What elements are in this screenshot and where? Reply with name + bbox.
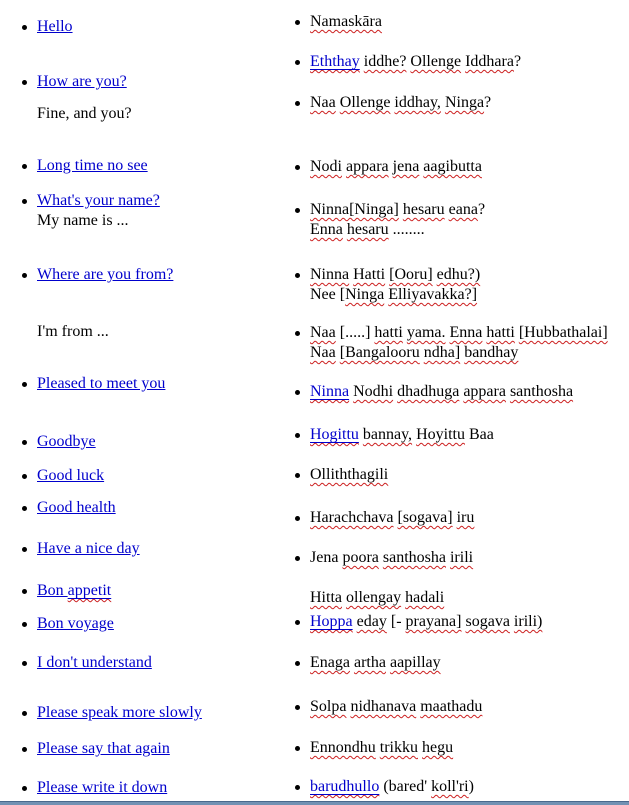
- phrase-link[interactable]: Hoppa: [310, 613, 353, 630]
- phrase-line: [37, 466, 104, 486]
- bullet-icon: [295, 433, 300, 438]
- phrase-word: ?: [513, 53, 522, 70]
- phrase-item-fine-and-you: [37, 104, 132, 124]
- bullet-icon: [22, 440, 27, 445]
- phrase-item-good-health: [37, 498, 116, 518]
- misspelling-squiggle-wrap: [310, 613, 353, 630]
- bullet-icon: [295, 661, 300, 666]
- phrase-item-have-a-nice-day: [37, 539, 140, 559]
- phrase-link[interactable]: Long time no see: [37, 157, 148, 174]
- phrase-line: [37, 191, 160, 211]
- bullet-icon: [22, 711, 27, 716]
- phrase-word: [-: [390, 613, 402, 630]
- phrase-word: [.....]: [339, 324, 371, 341]
- phrase-link[interactable]: Where are you from?: [37, 266, 174, 283]
- phrase-line: [310, 12, 382, 32]
- phrase-link[interactable]: Eththay: [310, 53, 360, 70]
- phrase-item-please-say-that-again: [37, 739, 170, 759]
- phrase-item-hello: [37, 17, 73, 37]
- misspelling-squiggle-wrap: [68, 582, 112, 599]
- phrase-line: [310, 738, 453, 758]
- bullet-icon: [295, 746, 300, 751]
- misspelled-word: koll'ri: [431, 778, 469, 795]
- misspelled-word: poora: [342, 549, 379, 566]
- misspelled-word: Namaskāra: [310, 13, 382, 30]
- phrase-line: [37, 265, 173, 285]
- phrase-link[interactable]: Please write it down: [37, 779, 168, 796]
- phrase-line: [310, 343, 608, 363]
- phrase-line: [37, 778, 167, 798]
- misspelled-word: hadali: [405, 589, 445, 606]
- phrase-word: Jena: [310, 549, 339, 566]
- misspelled-word: Ollenge: [339, 94, 391, 111]
- phrase-line: [37, 653, 152, 673]
- phrase-item-i-dont-understand: [37, 653, 152, 673]
- misspelling-squiggle-wrap: [310, 53, 360, 70]
- translation-item: [310, 588, 444, 608]
- phrase-line: [310, 323, 608, 343]
- phrase-link[interactable]: Hello: [37, 18, 73, 35]
- phrase-link[interactable]: appetit: [67, 582, 112, 599]
- bullet-icon: [295, 390, 300, 395]
- bullet-icon: [22, 273, 27, 278]
- misspelled-word: appara: [346, 158, 389, 175]
- phrase-item-good-luck: [37, 466, 104, 486]
- translation-item: [310, 508, 474, 528]
- misspelled-word: Enna: [310, 221, 343, 238]
- misspelled-word: maathadu: [420, 698, 483, 715]
- misspelled-word: aapillay: [389, 654, 441, 671]
- misspelled-word: eday: [356, 613, 387, 630]
- translation-item: [310, 12, 382, 32]
- bullet-icon: [295, 273, 300, 278]
- translation-item: [310, 265, 480, 305]
- translation-item: [310, 93, 491, 113]
- misspelled-word: Ninna[Ninga]: [310, 201, 399, 218]
- phrase-line: [310, 157, 482, 177]
- phrase-link[interactable]: Good luck: [37, 467, 105, 484]
- translation-item: [310, 382, 573, 402]
- bullet-icon: [22, 747, 27, 752]
- misspelled-word: dhadhuga: [397, 383, 460, 400]
- misspelled-word: Ninga: [444, 94, 485, 111]
- bullet-icon: [22, 622, 27, 627]
- phrase-link[interactable]: Ninna: [310, 383, 350, 400]
- phrase-word: Nee [: [310, 286, 346, 303]
- phrase-line: [310, 93, 491, 113]
- phrase-link[interactable]: Pleased to meet you: [37, 375, 166, 392]
- misspelling-squiggle-wrap: [310, 426, 359, 443]
- phrase-line: [310, 382, 573, 402]
- phrase-line: [37, 739, 170, 759]
- phrase-line: [37, 614, 114, 634]
- bullet-icon: [22, 164, 27, 169]
- misspelled-word: Hatti: [353, 266, 386, 283]
- misspelled-word: Enaga: [310, 654, 350, 671]
- bullet-icon: [295, 556, 300, 561]
- misspelled-word: hesaru: [346, 221, 389, 238]
- misspelled-word: Hoyittu: [416, 426, 465, 443]
- phrase-link[interactable]: How are you?: [37, 73, 127, 90]
- phrase-link[interactable]: Bon voyage: [37, 615, 114, 632]
- misspelled-word: Olliththagili: [310, 466, 389, 483]
- phrase-item-pleased-to-meet-you: [37, 374, 165, 394]
- phrase-link[interactable]: Bon: [37, 582, 68, 599]
- phrase-link[interactable]: Please say that again: [37, 740, 170, 757]
- misspelled-word: Ninga: [345, 286, 385, 303]
- misspelled-word: [Bangalooru: [339, 344, 420, 361]
- phrase-line: [310, 653, 441, 673]
- phrase-line: [310, 508, 474, 528]
- translation-item: [310, 52, 521, 72]
- misspelled-word: hesaru: [402, 201, 445, 218]
- translation-item: [310, 612, 542, 632]
- misspelled-word: Ninna: [310, 266, 350, 283]
- phrase-line: [310, 588, 444, 608]
- misspelled-word: aagibutta: [423, 158, 482, 175]
- misspelled-word: hegu: [422, 739, 454, 756]
- phrase-word: Fine, and you?: [37, 105, 132, 122]
- phrase-line: [310, 200, 485, 220]
- bullet-icon: [22, 506, 27, 511]
- phrase-item-whats-your-name: [37, 191, 160, 231]
- bullet-icon: [22, 589, 27, 594]
- misspelled-word: Naa: [310, 94, 336, 111]
- misspelled-word: iru: [456, 509, 475, 526]
- bullet-icon: [295, 331, 300, 336]
- phrase-line: [37, 432, 96, 452]
- phrase-link[interactable]: Have a nice day: [37, 540, 140, 557]
- translation-item: [310, 697, 482, 717]
- phrase-link[interactable]: Hogittu: [310, 426, 359, 443]
- misspelled-word: irili: [449, 549, 474, 566]
- misspelled-word: [Hubbathalai]: [518, 324, 608, 341]
- bullet-icon: [22, 474, 27, 479]
- misspelled-word: iddhe?: [363, 53, 407, 70]
- misspelled-word: Iddhara: [465, 53, 514, 70]
- misspelled-word: iddhay,: [394, 94, 441, 111]
- phrase-line: [37, 72, 127, 92]
- phrase-link[interactable]: barudhullo: [310, 778, 380, 795]
- phrase-item-please-write-it-down: [37, 778, 167, 798]
- misspelled-word: bannay,: [362, 426, 413, 443]
- phrase-line: [37, 322, 109, 342]
- phrase-line: [37, 156, 148, 176]
- misspelled-word: nidhanava: [350, 698, 417, 715]
- translation-item: [310, 548, 473, 568]
- bottom-border: [0, 801, 629, 805]
- phrase-line: [310, 612, 542, 632]
- misspelled-word: Enna: [449, 324, 483, 341]
- phrase-link[interactable]: I don't understand: [37, 654, 152, 671]
- misspelled-word: trikku: [379, 739, 418, 756]
- bullet-icon: [295, 101, 300, 106]
- phrase-line: [37, 211, 160, 231]
- translation-item: [310, 323, 608, 363]
- misspelling-squiggle-wrap: [310, 778, 379, 795]
- misspelled-word: Harachchava: [310, 509, 394, 526]
- phrase-line: [37, 539, 140, 559]
- misspelled-word: prayana]: [405, 613, 462, 630]
- misspelled-word: ndha]: [423, 344, 461, 361]
- misspelled-word: santhosha: [509, 383, 574, 400]
- bullet-icon: [22, 80, 27, 85]
- phrase-line: [310, 265, 480, 285]
- bullet-icon: [295, 60, 300, 65]
- misspelled-word: Naa: [310, 324, 336, 341]
- bullet-icon: [295, 785, 300, 790]
- bullet-icon: [295, 705, 300, 710]
- phrase-word: ?: [484, 94, 492, 111]
- phrase-word: My name is ...: [37, 212, 129, 229]
- phrase-item-how-are-you: [37, 72, 127, 92]
- phrase-line: [310, 285, 480, 305]
- phrase-item-goodbye: [37, 432, 96, 452]
- translation-item: [310, 777, 474, 797]
- phrase-line: [310, 52, 521, 72]
- translation-item: [310, 465, 388, 485]
- phrase-line: [37, 581, 111, 601]
- phrase-word: ........: [392, 221, 425, 238]
- translation-item: [310, 157, 482, 177]
- bullet-icon: [22, 547, 27, 552]
- phrase-item-long-time-no-see: [37, 156, 148, 176]
- misspelled-word: artha: [353, 654, 386, 671]
- bullet-icon: [22, 25, 27, 30]
- misspelled-word: Nodi: [310, 158, 342, 175]
- phrase-item-bon-appetit: [37, 581, 111, 601]
- misspelled-word: santhosha: [382, 549, 446, 566]
- phrase-line: [310, 465, 388, 485]
- misspelled-word: eana: [448, 201, 478, 218]
- misspelled-word: yama.: [406, 324, 446, 341]
- translation-item: [310, 425, 494, 445]
- phrase-link[interactable]: Please speak more slowly: [37, 704, 202, 721]
- phrase-word: ): [468, 778, 474, 795]
- phrase-link[interactable]: What's your name?: [37, 192, 160, 209]
- bullet-icon: [22, 661, 27, 666]
- phrase-word: I'm from ...: [37, 323, 109, 340]
- phrase-word: Baa: [468, 426, 494, 443]
- misspelled-word: bandhay: [464, 344, 519, 361]
- phrase-line: [37, 498, 116, 518]
- phrase-word: ?: [477, 201, 486, 218]
- phrase-item-where-are-you-from: [37, 265, 173, 285]
- phrase-item-bon-voyage: [37, 614, 114, 634]
- misspelled-word: irili): [513, 613, 543, 630]
- phrase-link[interactable]: Good health: [37, 499, 116, 516]
- misspelled-word: appara: [463, 383, 506, 400]
- misspelled-word: Solpa: [310, 698, 347, 715]
- bullet-icon: [295, 473, 300, 478]
- bullet-icon: [295, 20, 300, 25]
- phrase-item-im-from: [37, 322, 109, 342]
- misspelled-word: [sogava]: [397, 509, 453, 526]
- phrase-line: [310, 697, 482, 717]
- phrase-line: [37, 104, 132, 124]
- misspelled-word: Nodhi: [353, 383, 394, 400]
- misspelled-word: Hitta: [310, 589, 342, 606]
- phrase-link[interactable]: Goodbye: [37, 433, 96, 450]
- misspelling-squiggle-wrap: [310, 383, 349, 400]
- bullet-icon: [22, 786, 27, 791]
- bullet-icon: [22, 382, 27, 387]
- phrase-line: [310, 425, 494, 445]
- misspelled-word: Naa: [310, 344, 336, 361]
- phrase-line: [37, 374, 165, 394]
- bullet-icon: [295, 165, 300, 170]
- translation-item: [310, 653, 441, 673]
- misspelled-word: hatti: [486, 324, 515, 341]
- misspelled-word: hatti: [374, 324, 403, 341]
- misspelled-word: [Ooru]: [389, 266, 433, 283]
- phrase-line: [37, 703, 202, 723]
- bullet-icon: [22, 199, 27, 204]
- misspelled-word: sogava: [465, 613, 510, 630]
- phrase-line: [37, 17, 73, 37]
- misspelled-word: Ennondhu: [310, 739, 376, 756]
- misspelled-word: ollengay: [346, 589, 402, 606]
- misspelled-word: Ollenge: [410, 53, 462, 70]
- translation-item: [310, 738, 453, 758]
- translation-item: [310, 200, 485, 240]
- bullet-icon: [295, 620, 300, 625]
- misspelled-word: jena: [392, 158, 420, 175]
- phrase-line: [310, 777, 474, 797]
- misspelled-word: Elliyavakka?]: [388, 286, 478, 303]
- phrase-item-please-speak-more-slowly: [37, 703, 202, 723]
- bullet-icon: [295, 516, 300, 521]
- phrase-line: [310, 220, 485, 240]
- bullet-icon: [295, 208, 300, 213]
- misspelled-word: edhu?): [436, 266, 481, 283]
- phrase-line: [310, 548, 473, 568]
- phrase-word: (bared': [383, 778, 428, 795]
